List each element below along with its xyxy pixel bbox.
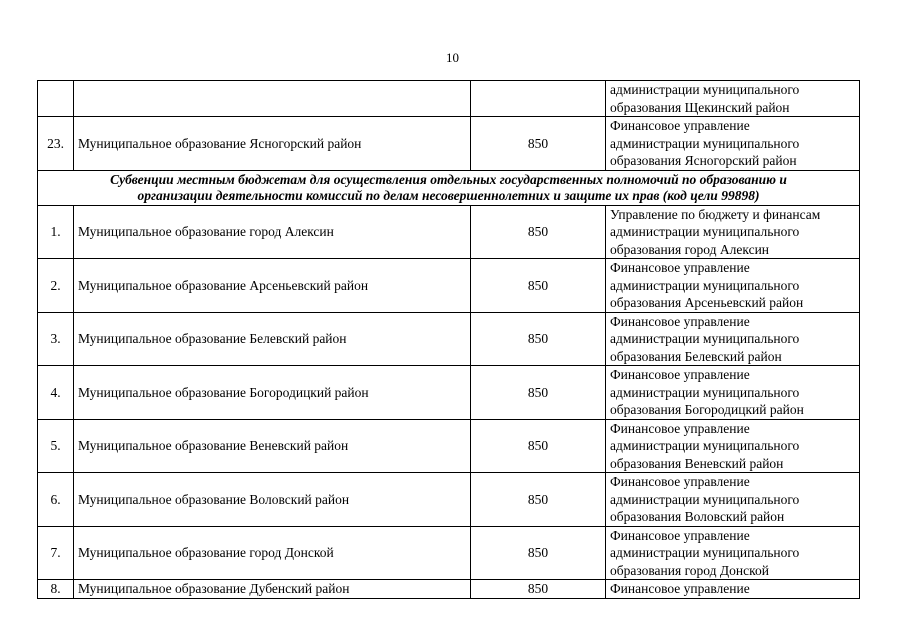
recipient-line: Финансовое управление bbox=[610, 118, 750, 133]
municipality-name: Муниципальное образование Ясногорский район bbox=[74, 117, 471, 171]
recipient-line: Финансовое управление bbox=[610, 581, 750, 596]
row-number: 23. bbox=[38, 117, 74, 171]
recipient-line: образования город Донской bbox=[610, 562, 769, 578]
section-header-row bbox=[38, 170, 860, 205]
recipient-line: образования Воловский район bbox=[610, 509, 785, 524]
recipient-line: образования Щекинский район bbox=[610, 99, 790, 115]
table-row bbox=[38, 312, 860, 366]
table-row bbox=[38, 259, 860, 313]
recipient-line: администрации муниципального bbox=[610, 224, 800, 239]
recipient-organization bbox=[606, 419, 860, 473]
recipient-line: Финансовое управление bbox=[610, 367, 750, 382]
recipient-line: образования Веневский район bbox=[610, 455, 784, 471]
recipient-line: администрации муниципального bbox=[610, 331, 800, 346]
section-title-line: организации деятельности комиссий по делам несовершеннолетних и защите их прав (код цели 99898) bbox=[137, 187, 760, 203]
recipient-line: образования Богородицкий район bbox=[610, 402, 804, 417]
subsidy-table-body bbox=[38, 81, 860, 599]
recipient-line: образования город Алексин bbox=[610, 241, 770, 257]
municipality-name: Муниципальное образование Белевский район bbox=[74, 312, 471, 366]
subsidy-table bbox=[37, 80, 860, 599]
row-number: 2. bbox=[38, 259, 74, 313]
recipient-line: администрации муниципального bbox=[610, 491, 800, 507]
recipient-organization bbox=[606, 580, 860, 599]
recipient-line: Финансовое управление bbox=[610, 260, 750, 275]
recipient-organization bbox=[606, 117, 860, 171]
table-row bbox=[38, 419, 860, 473]
recipient-organization bbox=[606, 526, 860, 580]
row-number: 1. bbox=[38, 205, 74, 259]
budget-code: 850 bbox=[471, 580, 606, 599]
budget-code: 850 bbox=[471, 117, 606, 171]
recipient-line: Финансовое управление bbox=[610, 474, 750, 489]
municipality-name: Муниципальное образование город Донской bbox=[74, 526, 471, 580]
row-number: 4. bbox=[38, 366, 74, 420]
recipient-line: образования Ясногорский район bbox=[610, 153, 797, 168]
row-number bbox=[38, 81, 74, 117]
budget-code: 850 bbox=[471, 205, 606, 259]
municipality-name: Муниципальное образование Воловский район bbox=[74, 473, 471, 527]
budget-code: 850 bbox=[471, 312, 606, 366]
table-row bbox=[38, 580, 860, 599]
recipient-line: образования Белевский район bbox=[610, 348, 782, 364]
recipient-organization bbox=[606, 312, 860, 366]
budget-code: 850 bbox=[471, 526, 606, 580]
page-number: 10 bbox=[446, 50, 459, 65]
table-row bbox=[38, 526, 860, 580]
municipality-name: Муниципальное образование Богородицкий район bbox=[74, 366, 471, 420]
budget-code: 850 bbox=[471, 366, 606, 420]
recipient-organization bbox=[606, 366, 860, 420]
recipient-line: Финансовое управление bbox=[610, 420, 750, 436]
recipient-organization bbox=[606, 473, 860, 527]
row-number: 7. bbox=[38, 526, 74, 580]
budget-code: 850 bbox=[471, 419, 606, 473]
recipient-line: администрации муниципального bbox=[610, 545, 800, 560]
municipality-name bbox=[74, 81, 471, 117]
table-row bbox=[38, 205, 860, 259]
budget-code: 850 bbox=[471, 259, 606, 313]
row-number: 5. bbox=[38, 419, 74, 473]
recipient-organization bbox=[606, 205, 860, 259]
row-number: 8. bbox=[38, 580, 74, 599]
section-title-line: Субвенции местным бюджетам для осуществления отдельных государственных полномочий по образованию и bbox=[110, 171, 787, 187]
recipient-line: администрации муниципального bbox=[610, 277, 800, 293]
table-row bbox=[38, 366, 860, 420]
budget-code bbox=[471, 81, 606, 117]
recipient-line: Управление по бюджету и финансам bbox=[610, 206, 821, 222]
table-row bbox=[38, 117, 860, 171]
recipient-line: Финансовое управление bbox=[610, 313, 750, 329]
recipient-line: администрации муниципального bbox=[610, 438, 800, 453]
municipality-name: Муниципальное образование Веневский район bbox=[74, 419, 471, 473]
budget-code: 850 bbox=[471, 473, 606, 527]
recipient-line: администрации муниципального bbox=[610, 135, 800, 151]
recipient-organization bbox=[606, 81, 860, 117]
recipient-line: Финансовое управление bbox=[610, 527, 750, 543]
municipality-name: Муниципальное образование Дубенский район bbox=[74, 580, 471, 599]
section-title bbox=[38, 170, 860, 205]
table-row bbox=[38, 81, 860, 117]
recipient-line: администрации муниципального bbox=[610, 384, 800, 400]
municipality-name: Муниципальное образование город Алексин bbox=[74, 205, 471, 259]
table-row bbox=[38, 473, 860, 527]
recipient-organization bbox=[606, 259, 860, 313]
municipality-name: Муниципальное образование Арсеньевский район bbox=[74, 259, 471, 313]
recipient-line: администрации муниципального bbox=[610, 82, 800, 97]
row-number: 3. bbox=[38, 312, 74, 366]
row-number: 6. bbox=[38, 473, 74, 527]
recipient-line: образования Арсеньевский район bbox=[610, 295, 804, 310]
